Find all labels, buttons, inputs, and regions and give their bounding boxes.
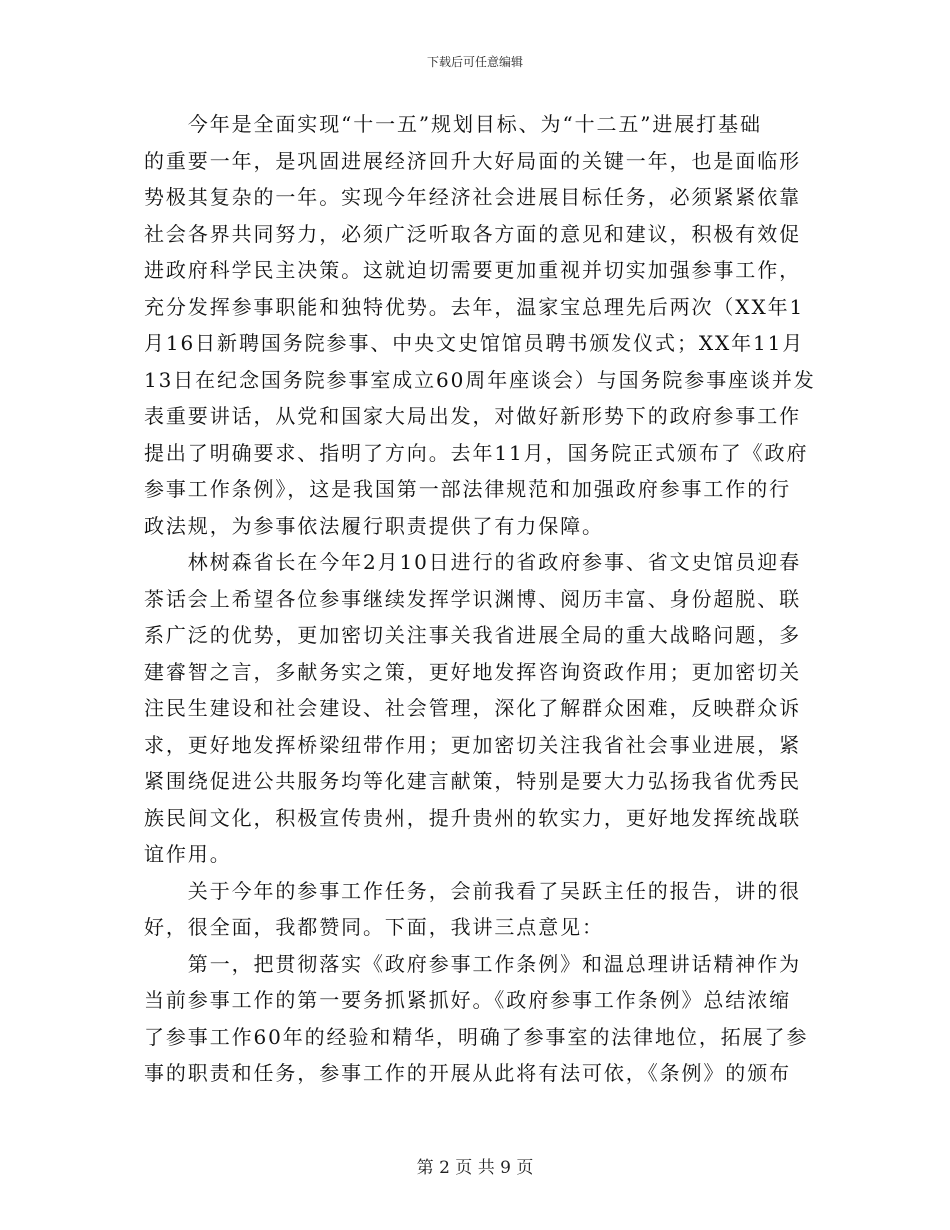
text-line: 表重要讲话，从党和国家大局出发，对做好新形势下的政府参事工作 bbox=[144, 404, 801, 428]
text-line: 族民间文化，积极宣传贵州，提升贵州的软实力，更好地发挥统战联 bbox=[144, 805, 801, 830]
text-line: 参事工作条例》，这是我国第一部法律规范和加强政府参事工作的行 bbox=[144, 477, 791, 501]
text-line: 系广泛的优势，更加密切关注事关我省进展全局的重大战略问题，多 bbox=[144, 623, 801, 647]
text-line: 好，很全面，我都赞同。下面，我讲三点意见： bbox=[144, 915, 604, 939]
text-line: 建睿智之言，多献务实之策，更好地发挥咨询资政作用；更加密切关 bbox=[144, 659, 801, 684]
text-line: 求，更好地发挥桥梁纽带作用；更加密切关注我省社会事业进展，紧 bbox=[144, 732, 801, 757]
text-line: 今年是全面实现“十一五”规划目标、为“十二五”进展打基础 bbox=[144, 112, 762, 136]
text-line: 了参事工作60年的经验和精华，明确了参事室的法律地位，拓展了参 bbox=[144, 1024, 809, 1049]
text-line: 注民生建设和社会建设、社会管理，深化了解群众困难，反映群众诉 bbox=[144, 696, 801, 720]
text-line: 第一，把贯彻落实《政府参事工作条例》和温总理讲话精神作为 bbox=[144, 951, 801, 976]
text-line: 林树森省长在今年2月10日进行的省政府参事、省文史馆员迎春 bbox=[144, 550, 802, 574]
text-line: 进政府科学民主决策。这就迫切需要更加重视并切实加强参事工作， bbox=[144, 258, 801, 282]
text-line: 充分发挥参事职能和独特优势。去年，温家宝总理先后两次（XX年1 bbox=[144, 294, 805, 319]
text-line: 当前参事工作的第一要务抓紧抓好。《政府参事工作条例》总结浓缩 bbox=[144, 988, 791, 1012]
text-line: 提出了明确要求、指明了方向。去年11月，国务院正式颁布了《政府 bbox=[144, 440, 809, 465]
text-line: 政法规，为参事依法履行职责提供了有力保障。 bbox=[144, 513, 604, 538]
text-line: 13日在纪念国务院参事室成立60周年座谈会）与国务院参事座谈并发 bbox=[144, 367, 816, 392]
page-header: 下载后可任意编辑 bbox=[426, 55, 523, 69]
text-line: 事的职责和任务，参事工作的开展从此将有法可依，《条例》的颁布 bbox=[144, 1061, 791, 1085]
text-line: 紧围绕促进公共服务均等化建言献策，特别是要大力弘扬我省优秀民 bbox=[144, 769, 801, 793]
text-line: 茶话会上希望各位参事继续发挥学识渊博、阅历丰富、身份超脱、联 bbox=[144, 586, 801, 611]
text-line: 势极其复杂的一年。实现今年经济社会进展目标任务，必须紧紧依靠 bbox=[144, 185, 801, 209]
document-body bbox=[144, 106, 816, 1092]
page-footer: 第 2 页 共 9 页 bbox=[416, 1158, 534, 1178]
text-line: 的重要一年，是巩固进展经济回升大好局面的关键一年，也是面临形 bbox=[144, 148, 801, 173]
text-line: 社会各界共同努力，必须广泛听取各方面的意见和建议，积极有效促 bbox=[144, 221, 801, 246]
text-line: 谊作用。 bbox=[144, 842, 232, 866]
text-line: 关于今年的参事工作任务，会前我看了吴跃主任的报告，讲的很 bbox=[144, 878, 801, 903]
text-line: 月16日新聘国务院参事、中央文史馆馆员聘书颁发仪式；XX年11月 bbox=[144, 331, 805, 355]
